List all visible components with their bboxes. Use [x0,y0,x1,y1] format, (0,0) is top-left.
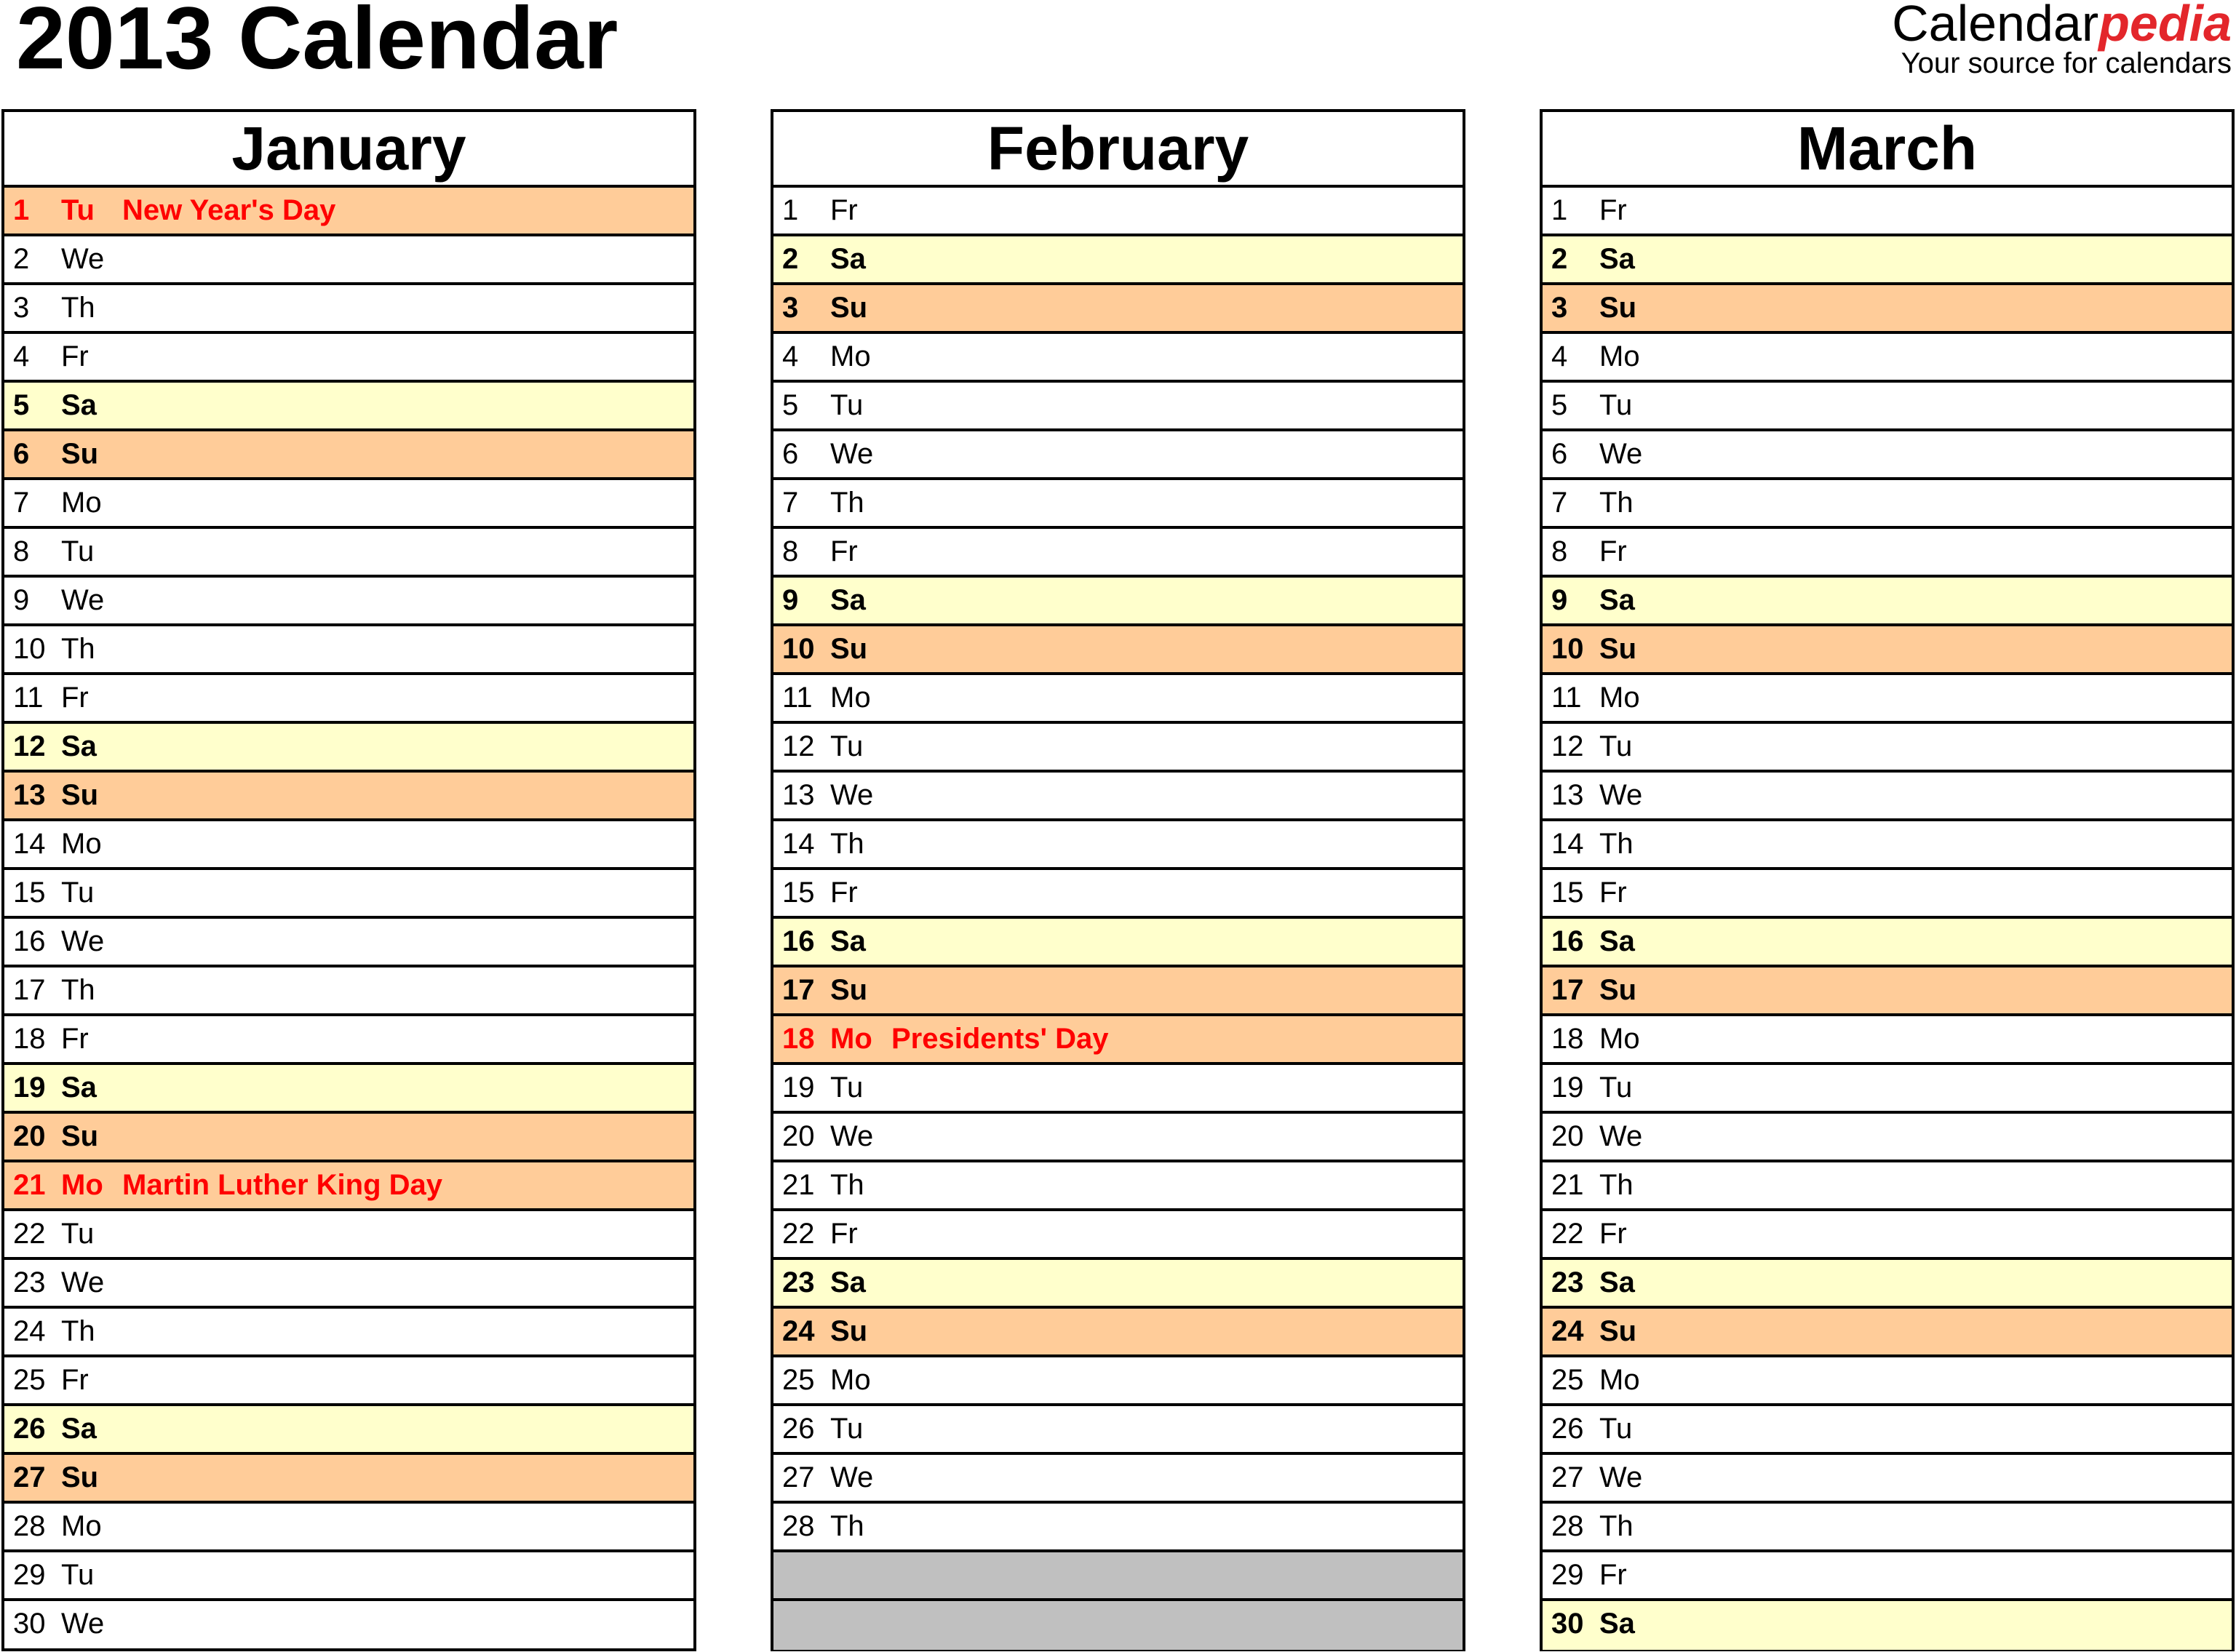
weekday-label: Fr [1599,1218,1627,1250]
day-row [1543,1211,2232,1260]
day-number: 20 [13,1120,46,1152]
day-number: 29 [1551,1559,1584,1591]
day-number: 4 [782,340,799,372]
weekday-label: Mo [830,1364,871,1396]
weekday-label: Sa [61,1413,97,1445]
day-row [4,1162,693,1211]
day-list [1543,188,2232,1650]
weekday-label: Tu [61,535,95,567]
day-number: 3 [782,292,799,324]
weekday-label: We [830,779,874,811]
day-number: 1 [1551,194,1568,226]
weekday-label: Su [1599,974,1637,1006]
day-row [4,1406,693,1455]
day-row [773,1016,1463,1065]
page-title: 2013 Calendar [16,0,618,87]
day-number: 26 [1551,1413,1584,1445]
day-number: 9 [13,584,30,616]
weekday-label: Mo [1599,340,1640,372]
day-number: 7 [13,487,30,519]
day-row [1543,1016,2232,1065]
day-number: 7 [1551,487,1568,519]
weekday-label: Mo [830,340,871,372]
weekday-label: We [61,1608,105,1640]
weekday-label: Sa [830,925,866,957]
month-january [1,109,696,1651]
day-row [773,334,1463,383]
day-number: 30 [13,1608,46,1640]
day-number: 12 [1551,730,1584,762]
day-row [4,1357,693,1406]
day-number: 25 [13,1364,46,1396]
day-row [1543,188,2232,236]
day-row [4,870,693,919]
day-row [4,529,693,578]
day-row [773,724,1463,773]
day-number: 17 [13,974,46,1006]
weekday-label: Tu [830,1413,864,1445]
day-row [4,285,693,334]
weekday-label: We [830,1461,874,1493]
day-number: 5 [13,389,30,421]
day-number: 18 [782,1023,815,1055]
day-number: 17 [782,974,815,1006]
day-number: 10 [1551,633,1584,665]
day-row [4,334,693,383]
day-row [773,1162,1463,1211]
day-number: 4 [13,340,30,372]
day-number: 29 [13,1559,46,1591]
weekday-label: Fr [1599,877,1627,909]
day-row [773,773,1463,821]
day-row [4,1016,693,1065]
weekday-label: Su [61,438,99,470]
weekday-label: Fr [1599,1559,1627,1591]
brand-name [1892,0,2232,52]
weekday-label: We [830,438,874,470]
day-row [4,821,693,870]
day-number: 24 [1551,1315,1584,1347]
day-list [773,188,1463,1650]
month-title: February [773,112,1463,188]
day-row [1543,1552,2232,1601]
weekday-label: Mo [830,682,871,714]
weekday-label: Mo [61,828,102,860]
day-row [1543,1065,2232,1114]
day-number: 13 [1551,779,1584,811]
holiday-name: New Year's Day [122,194,336,226]
day-row [773,870,1463,919]
weekday-label: Th [1599,828,1634,860]
day-list [4,188,693,1650]
day-number: 11 [1551,682,1582,714]
day-row [773,529,1463,578]
day-row [773,821,1463,870]
day-row [773,1260,1463,1309]
day-row [773,1065,1463,1114]
brand-name-part2: pedia [2098,0,2232,52]
weekday-label: Sa [1599,584,1635,616]
day-number: 6 [782,438,799,470]
day-row [4,1260,693,1309]
day-row [1543,724,2232,773]
day-number: 2 [782,243,799,275]
day-number: 14 [13,828,46,860]
day-row [4,675,693,724]
weekday-label: Th [830,828,864,860]
weekday-label: Fr [61,1364,89,1396]
day-row [1543,626,2232,675]
month-march [1540,109,2235,1651]
day-number: 28 [1551,1510,1584,1542]
day-number: 8 [1551,535,1568,567]
weekday-label: Th [1599,1510,1634,1542]
day-row [773,188,1463,236]
day-row [1543,285,2232,334]
day-number: 23 [13,1266,46,1298]
day-row [773,1504,1463,1552]
day-number: 18 [1551,1023,1584,1055]
day-number: 16 [13,925,46,957]
day-number: 26 [13,1413,46,1445]
day-row [1543,1162,2232,1211]
day-number: 12 [782,730,815,762]
day-row [4,1552,693,1601]
day-number: 15 [1551,877,1584,909]
weekday-label: Sa [1599,925,1635,957]
day-number: 24 [13,1315,46,1347]
weekday-label: Sa [1599,1266,1635,1298]
weekday-label: Tu [830,389,864,421]
weekday-label: Sa [1599,1608,1635,1640]
weekday-label: Tu [61,1218,95,1250]
weekday-label: Su [61,1461,99,1493]
day-row [4,1601,693,1650]
weekday-label: Fr [830,877,858,909]
day-row [773,285,1463,334]
weekday-label: Sa [1599,243,1635,275]
day-number: 3 [13,292,30,324]
day-row [4,236,693,285]
day-number: 20 [782,1120,815,1152]
weekday-label: Th [1599,1169,1634,1201]
day-row [773,236,1463,285]
day-row [1543,236,2232,285]
day-row [773,1114,1463,1162]
day-number: 16 [782,925,815,957]
month-title: January [4,112,693,188]
weekday-label: Su [1599,292,1637,324]
day-number: 26 [782,1413,815,1445]
day-row [4,188,693,236]
day-number: 25 [782,1364,815,1396]
day-number: 27 [13,1461,46,1493]
day-number: 15 [782,877,815,909]
day-row [1543,1504,2232,1552]
day-number: 4 [1551,340,1568,372]
weekday-label: Su [830,292,868,324]
weekday-label: Tu [61,1559,95,1591]
weekday-label: We [61,925,105,957]
day-number: 20 [1551,1120,1584,1152]
day-number: 5 [1551,389,1568,421]
day-number: 24 [782,1315,815,1347]
day-row [4,1455,693,1504]
day-number: 21 [1551,1169,1584,1201]
day-number: 14 [1551,828,1584,860]
day-row [773,1211,1463,1260]
day-row [4,626,693,675]
weekday-label: Su [61,1120,99,1152]
day-row [1543,334,2232,383]
day-row [773,675,1463,724]
weekday-label: Th [830,487,864,519]
day-row [1543,1357,2232,1406]
weekday-label: Sa [61,389,97,421]
weekday-label: We [1599,438,1643,470]
day-number: 1 [782,194,799,226]
day-row [4,383,693,431]
day-number: 21 [13,1169,46,1201]
weekday-label: Tu [61,194,95,226]
day-number: 22 [13,1218,46,1250]
brand-logo[interactable] [1892,0,2232,79]
weekday-label: We [1599,1120,1643,1152]
weekday-label: Mo [61,1169,103,1201]
day-row [1543,1406,2232,1455]
day-number: 9 [1551,584,1568,616]
day-number: 2 [1551,243,1568,275]
weekday-label: Sa [830,584,866,616]
day-row [1543,675,2232,724]
weekday-label: Th [830,1169,864,1201]
weekday-label: Tu [1599,730,1633,762]
day-row [1543,919,2232,967]
day-number: 16 [1551,925,1584,957]
day-number: 23 [782,1266,815,1298]
day-row [1543,578,2232,626]
day-row [4,1309,693,1357]
weekday-label: Th [1599,487,1634,519]
brand-tagline: Your source for calendars [1901,47,2232,79]
day-number: 28 [13,1510,46,1542]
day-number: 9 [782,584,799,616]
day-number: 11 [13,682,44,714]
day-row [4,1065,693,1114]
day-row [1543,1260,2232,1309]
weekday-label: Fr [830,1218,858,1250]
weekday-label: We [61,584,105,616]
day-row [1543,821,2232,870]
day-row [1543,1114,2232,1162]
day-number: 27 [1551,1461,1584,1493]
day-number: 3 [1551,292,1568,324]
day-row [1543,480,2232,529]
day-number: 22 [1551,1218,1584,1250]
day-number: 21 [782,1169,815,1201]
weekday-label: Su [830,974,868,1006]
weekday-label: Su [61,779,99,811]
holiday-name: Martin Luther King Day [122,1169,443,1201]
day-number: 23 [1551,1266,1584,1298]
weekday-label: Su [1599,633,1637,665]
day-number: 10 [13,633,46,665]
weekday-label: Fr [61,340,89,372]
weekday-label: Th [830,1510,864,1542]
weekday-label: Sa [61,1072,97,1104]
weekday-label: We [61,243,105,275]
day-number: 8 [782,535,799,567]
weekday-label: Tu [61,877,95,909]
day-row [1543,1455,2232,1504]
day-number: 11 [782,682,813,714]
day-row [1543,967,2232,1016]
day-number: 17 [1551,974,1584,1006]
day-number: 30 [1551,1608,1584,1640]
day-row [4,773,693,821]
day-row [773,919,1463,967]
day-row [1543,383,2232,431]
day-number: 1 [13,194,30,226]
weekday-label: Fr [1599,535,1627,567]
day-row [4,480,693,529]
weekday-label: We [1599,1461,1643,1493]
weekday-label: Fr [830,535,858,567]
day-row [1543,529,2232,578]
weekday-label: Mo [61,1510,102,1542]
day-row [1543,773,2232,821]
day-number: 28 [782,1510,815,1542]
month-february [771,109,1465,1651]
day-number: 19 [1551,1072,1584,1104]
day-number: 25 [1551,1364,1584,1396]
day-number: 13 [782,779,815,811]
weekday-label: Tu [830,1072,864,1104]
weekday-label: We [830,1120,874,1152]
day-row [4,724,693,773]
weekday-label: Th [61,1315,95,1347]
weekday-label: Fr [61,682,89,714]
weekday-label: Th [61,633,95,665]
day-number: 12 [13,730,46,762]
day-number: 8 [13,535,30,567]
weekday-label: We [61,1266,105,1298]
day-number: 6 [13,438,30,470]
day-row [4,919,693,967]
day-row [773,383,1463,431]
day-row [773,626,1463,675]
weekday-label: Tu [1599,1413,1633,1445]
weekday-label: Tu [830,730,864,762]
day-row [4,1114,693,1162]
weekday-label: Fr [830,194,858,226]
weekday-label: Tu [1599,1072,1633,1104]
day-row [1543,870,2232,919]
day-row [773,1357,1463,1406]
empty-day-row [773,1601,1463,1650]
day-row [4,431,693,480]
brand-name-part1: Calendar [1892,0,2099,52]
day-row [4,1504,693,1552]
day-row [4,967,693,1016]
weekday-label: Mo [61,487,102,519]
day-row [4,578,693,626]
month-title: March [1543,112,2232,188]
holiday-name: Presidents' Day [891,1023,1109,1055]
weekday-label: Sa [61,730,97,762]
weekday-label: Su [1599,1315,1637,1347]
day-number: 2 [13,243,30,275]
day-number: 6 [1551,438,1568,470]
weekday-label: Mo [1599,682,1640,714]
day-row [1543,1601,2232,1650]
weekday-label: Fr [61,1023,89,1055]
day-row [773,1406,1463,1455]
weekday-label: We [1599,779,1643,811]
day-row [773,480,1463,529]
day-row [1543,1309,2232,1357]
weekday-label: Th [61,974,95,1006]
weekday-label: Sa [830,243,866,275]
empty-day-row [773,1552,1463,1601]
day-number: 10 [782,633,815,665]
day-number: 18 [13,1023,46,1055]
day-row [773,1309,1463,1357]
day-number: 13 [13,779,46,811]
day-number: 15 [13,877,46,909]
day-row [1543,431,2232,480]
day-number: 14 [782,828,815,860]
day-number: 27 [782,1461,815,1493]
day-row [773,967,1463,1016]
day-number: 19 [782,1072,815,1104]
day-number: 22 [782,1218,815,1250]
weekday-label: Su [830,1315,868,1347]
weekday-label: Mo [1599,1023,1640,1055]
weekday-label: Tu [1599,389,1633,421]
day-row [773,578,1463,626]
weekday-label: Fr [1599,194,1627,226]
weekday-label: Su [830,633,868,665]
day-number: 7 [782,487,799,519]
day-row [773,1455,1463,1504]
weekday-label: Mo [1599,1364,1640,1396]
weekday-label: Th [61,292,95,324]
weekday-label: Sa [830,1266,866,1298]
day-number: 19 [13,1072,46,1104]
day-number: 5 [782,389,799,421]
day-row [773,431,1463,480]
weekday-label: Mo [830,1023,872,1055]
day-row [4,1211,693,1260]
